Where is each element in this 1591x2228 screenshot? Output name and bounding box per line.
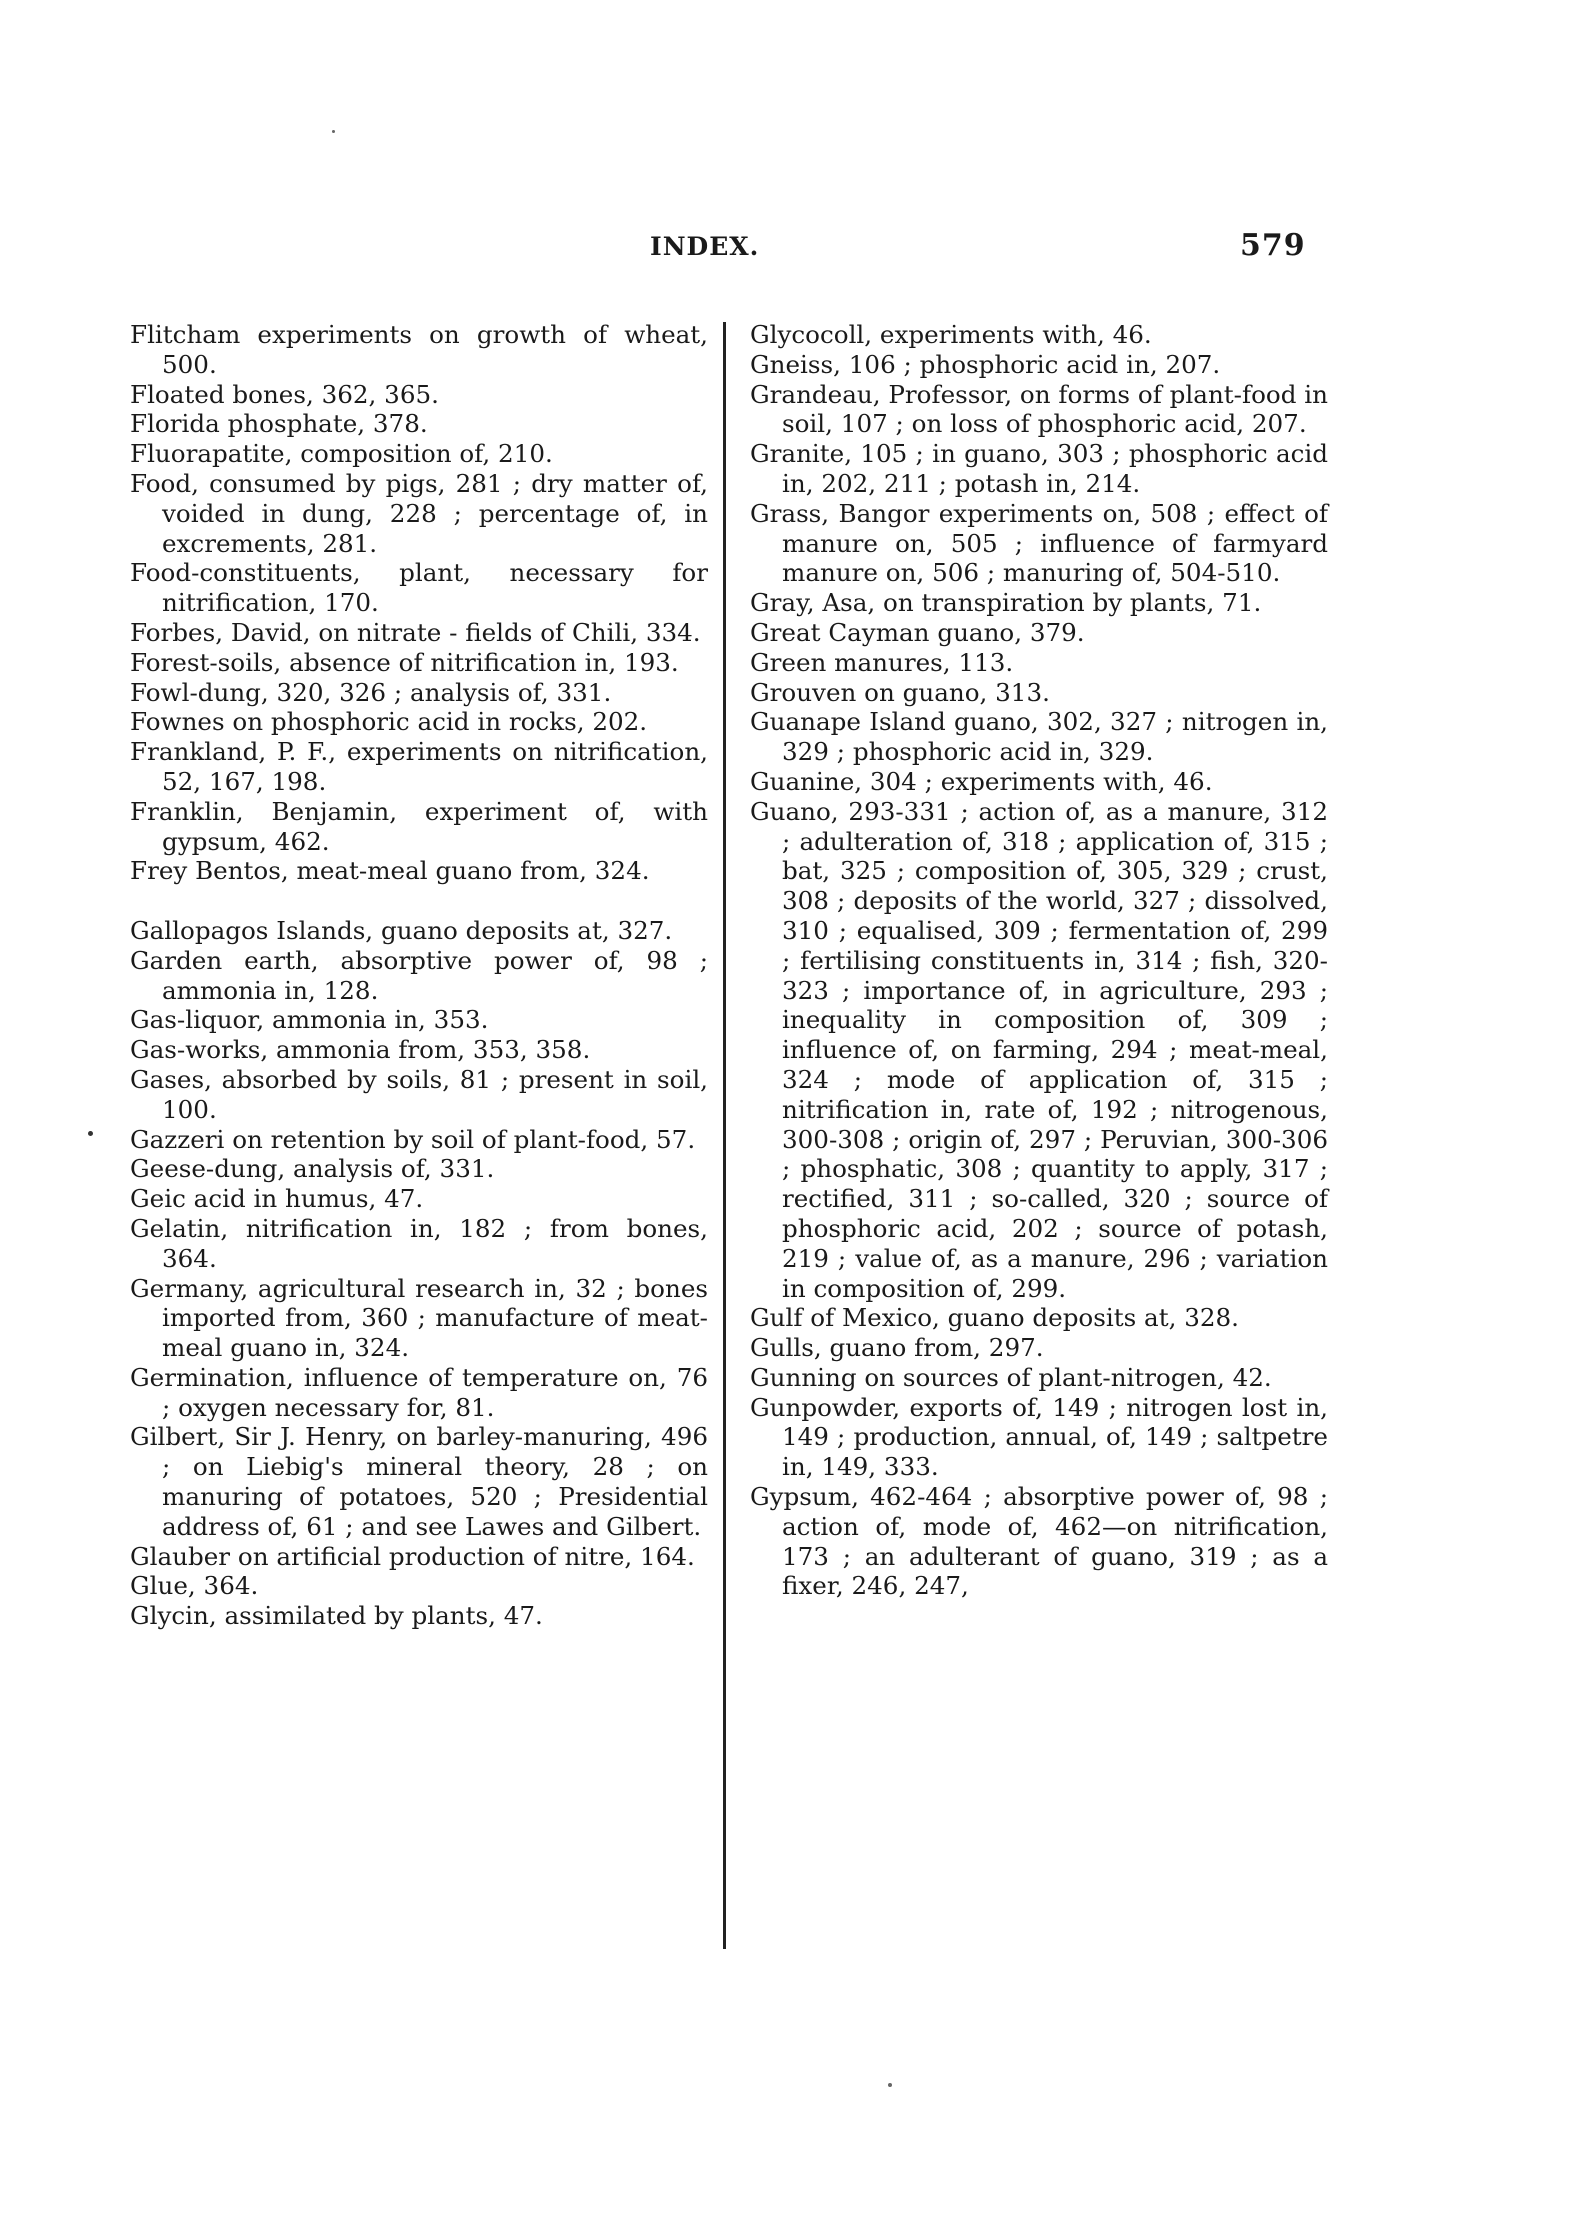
index-entry: Germination, influence of temperature on, 76 ; oxygen necessary for, 81. [130, 1362, 708, 1422]
index-entry: Gunning on sources of plant-nitrogen, 42. [750, 1362, 1272, 1392]
index-entry: Gneiss, 106 ; phosphoric acid in, 207. [750, 349, 1221, 379]
index-entry: Geic acid in humus, 47. [130, 1184, 424, 1214]
index-entry: Guano, 293-331 ; action of, as a manure, 312 ; adulteration of, 318 ; application of, 315 ; bat, 325 ; composition of, 305, 329 ; crust, 308 ; deposits of the world, 327 ; dissolved, 310 ; equalised, 309 ; fermentation of, 299 ; fertilising constituents in, 314 ; fish, 320-323 ; importance of, in agriculture, 293 ; inequality in composition of, 309 ; influence of, on farming, 294 ; meat-meal, 324 ; mode of application of, 315 ; nitrification in, rate of, 192 ; nitrogenous, 300-308 ; origin of, 297 ; Peruvian, 300-306 ; phosphatic, 308 ; quantity to apply, 317 ; rectified, 311 ; so-called, 320 ; source of phosphoric acid, 202 ; source of potash, 219 ; value of, as a manure, 296 ; variation in composition of, 299. [750, 796, 1328, 1303]
index-entry: Flitcham experiments on growth of wheat, 500. [130, 320, 708, 379]
index-column-left [130, 320, 708, 1631]
index-entry: Frey Bentos, meat-meal guano from, 324. [130, 856, 650, 886]
index-entry: Fluorapatite, composition of, 210. [130, 439, 553, 469]
index-entry: Glycocoll, experiments with, 46. [750, 320, 1152, 349]
page-title: INDEX. [650, 232, 760, 261]
index-entry: Food, consumed by pigs, 281 ; dry matter of, voided in dung, 228 ; percentage of, in excrements, 281. [130, 468, 708, 558]
index-entry: Gilbert, Sir J. Henry, on barley-manuring, 496 ; on Liebig's mineral theory, 28 ; on manuring of potatoes, 520 ; Presidential address of, 61 ; and see Lawes and Gilbert. [130, 1422, 708, 1541]
index-entry: Florida phosphate, 378. [130, 409, 428, 439]
index-entry: Grouven on guano, 313. [750, 677, 1050, 707]
index-entry: Gunpowder, exports of, 149 ; nitrogen lost in, 149 ; production, annual, of, 149 ; saltpetre in, 149, 333. [750, 1392, 1328, 1482]
index-entry: Green manures, 113. [750, 647, 1014, 677]
index-entry: Glycin, assimilated by plants, 47. [130, 1601, 543, 1631]
index-entry: Grass, Bangor experiments on, 508 ; effect of manure on, 505 ; influence of farmyard manure on, 506 ; manuring of, 504-510. [750, 498, 1328, 588]
index-entry: Frankland, P. F., experiments on nitrification, 52, 167, 198. [130, 737, 708, 796]
index-entry: Franklin, Benjamin, experiment of, with gypsum, 462. [130, 796, 708, 856]
index-entry: Gulf of Mexico, guano deposits at, 328. [750, 1303, 1239, 1333]
index-entry: Gray, Asa, on transpiration by plants, 71. [750, 588, 1262, 618]
index-entry: Great Cayman guano, 379. [750, 617, 1085, 647]
index-entry: Gypsum, 462-464 ; absorptive power of, 98 ; action of, mode of, 462—on nitrification, 173 ; an adulterant of guano, 319 ; as a fixer, 246, 247, [750, 1482, 1328, 1601]
print-speck [88, 1131, 93, 1136]
index-entry: Germany, agricultural research in, 32 ; bones imported from, 360 ; manufacture of meat-meal guano in, 324. [130, 1273, 708, 1363]
index-entry: Gulls, guano from, 297. [750, 1333, 1044, 1363]
index-entry: Geese-dung, analysis of, 331. [130, 1154, 495, 1184]
index-entry: Glue, 364. [130, 1571, 259, 1601]
running-head [130, 228, 1330, 268]
index-entry: Gas-works, ammonia from, 353, 358. [130, 1035, 591, 1065]
index-entry: Fownes on phosphoric acid in rocks, 202. [130, 707, 648, 737]
index-entry: Guanine, 304 ; experiments with, 46. [750, 766, 1213, 796]
print-speck [888, 2083, 892, 2087]
index-entry: Food-constituents, plant, necessary for nitrification, 170. [130, 558, 708, 618]
index-entry: Gallopagos Islands, guano deposits at, 327. [130, 915, 673, 945]
index-entry: Glauber on artificial production of nitre, 164. [130, 1541, 695, 1571]
index-entry: Fowl-dung, 320, 326 ; analysis of, 331. [130, 677, 612, 707]
index-entry: Gelatin, nitrification in, 182 ; from bones, 364. [130, 1213, 708, 1273]
index-entry: Gazzeri on retention by soil of plant-food, 57. [130, 1124, 696, 1154]
index-entry: Guanape Island guano, 302, 327 ; nitrogen in, 329 ; phosphoric acid in, 329. [750, 707, 1328, 767]
print-speck [332, 130, 335, 133]
index-entry: Granite, 105 ; in guano, 303 ; phosphoric acid in, 202, 211 ; potash in, 214. [750, 439, 1328, 498]
index-entry: Gases, absorbed by soils, 81 ; present in soil, 100. [130, 1064, 708, 1124]
index-entry: Forest-soils, absence of nitrification in, 193. [130, 647, 679, 677]
page-number: 579 [1240, 228, 1306, 263]
column-divider [723, 322, 726, 1949]
index-entry: Garden earth, absorptive power of, 98 ; ammonia in, 128. [130, 945, 708, 1005]
index-entry: Forbes, David, on nitrate - fields of Chili, 334. [130, 617, 701, 647]
index-entry: Grandeau, Professor, on forms of plant-food in soil, 107 ; on loss of phosphoric acid, 207. [750, 379, 1328, 439]
index-entry: Floated bones, 362, 365. [130, 379, 439, 409]
index-entry: Gas-liquor, ammonia in, 353. [130, 1005, 489, 1035]
index-column-right [750, 320, 1328, 1601]
